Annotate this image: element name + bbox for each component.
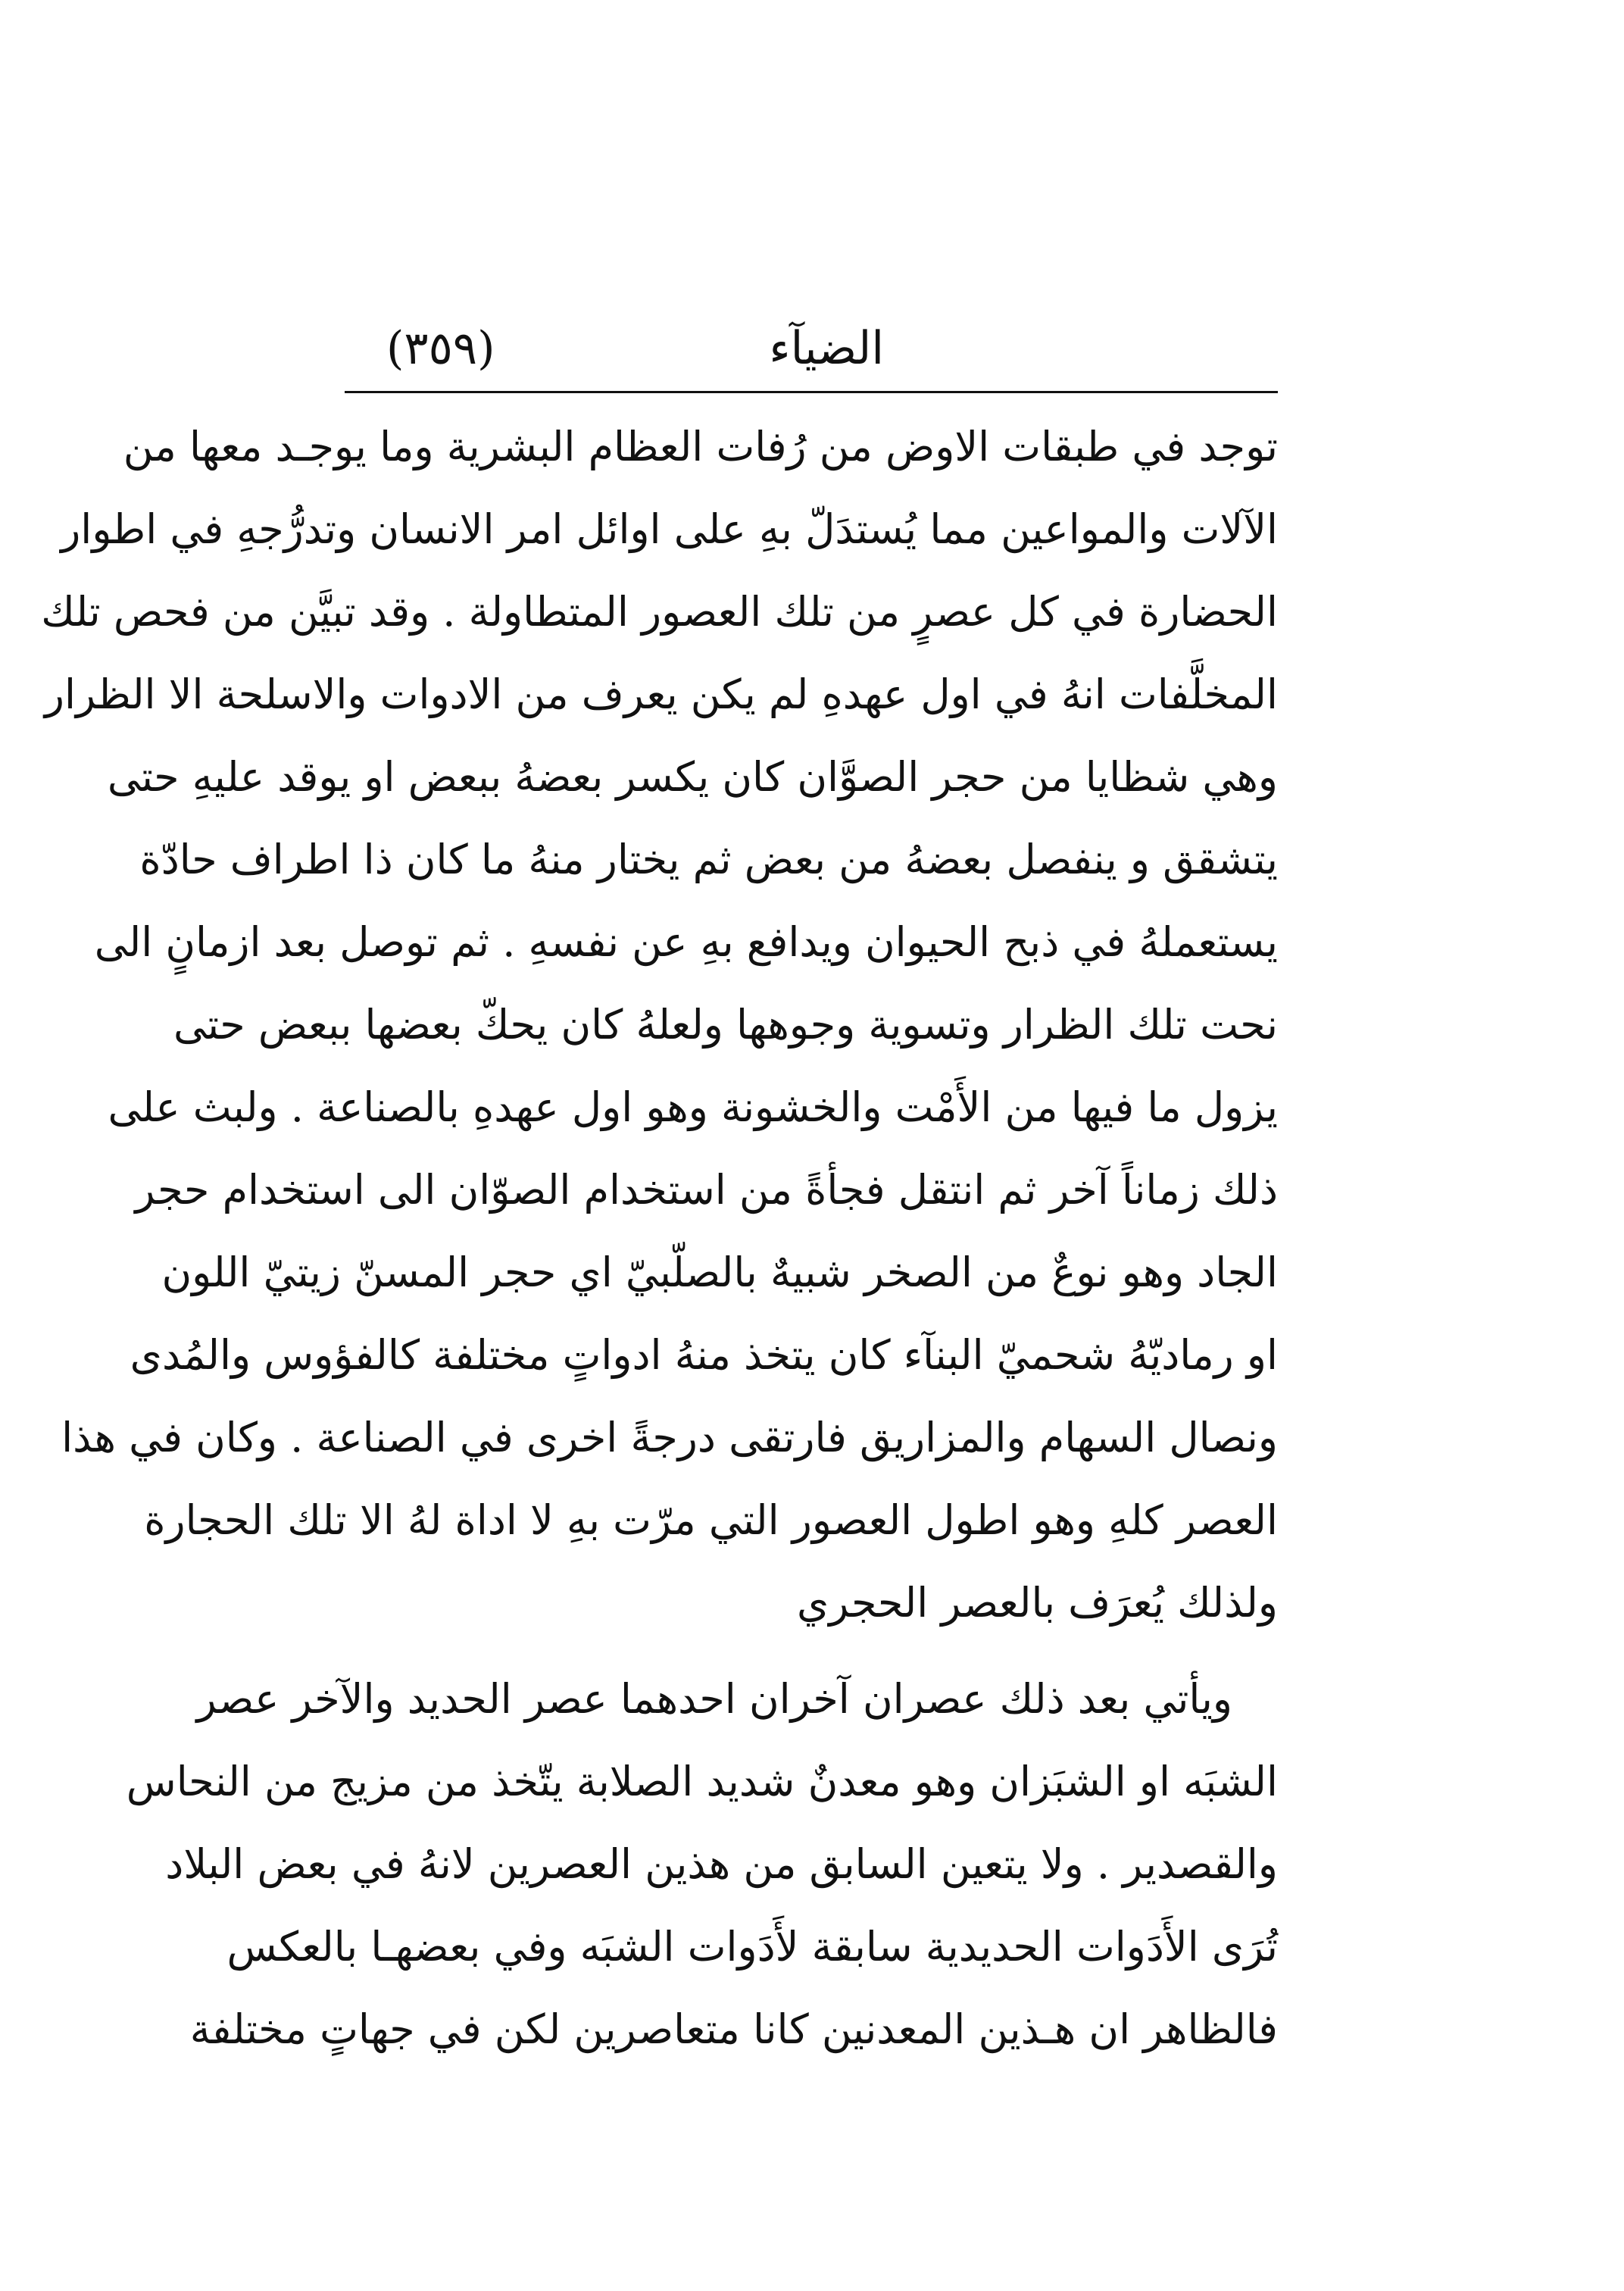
page-header — [345, 311, 1278, 386]
body-text — [41, 405, 1278, 2071]
paragraph-2 — [126, 1658, 1278, 2071]
text-line: يتشقق و ينفصل بعضهُ من بعض ثم يختار منهُ ما كان ذا اطراف حادّة — [139, 836, 1278, 883]
text-line: العصر كلهِ وهو اطول العصور التي مرّت بهِ لا اداة لهُ الا تلك الحجارة — [144, 1496, 1278, 1544]
text-line: او رماديّهُ شحميّ البنآء كان يتخذ منهُ ادواتٍ مختلفة كالفؤوس والمُدى — [130, 1331, 1278, 1379]
text-line: فالظاهر ان هـذين المعدنين كانا متعاصرين لكن في جهاتٍ مختلفة — [189, 2005, 1278, 2053]
header-rule — [345, 391, 1278, 393]
text-line: يستعملهُ في ذبح الحيوان ويدافع بهِ عن نفسهِ . ثم توصل بعد ازمانٍ الى — [94, 918, 1278, 966]
text-line: يزول ما فيها من الأَمْت والخشونة وهو اول عهدهِ بالصناعة . ولبث على — [108, 1083, 1278, 1131]
text-line: ولذلك يُعرَف بالعصر الحجري — [796, 1579, 1278, 1627]
text-line: نحت تلك الظرار وتسوية وجوهها ولعلهُ كان يحكّ بعضها ببعض حتى — [173, 1001, 1278, 1049]
text-line: توجد في طبقات الاوض من رُفات العظام البشرية وما يوجـد معها من — [123, 423, 1278, 470]
running-title: الضيآء — [769, 322, 884, 375]
paragraph-1 — [41, 405, 1278, 1644]
text-line: الجاد وهو نوعٌ من الصخر شبيهٌ بالصلّبيّ اي حجر المسنّ زيتيّ اللون — [161, 1249, 1278, 1296]
paragraph-gap — [345, 1644, 1278, 1658]
text-line: ويأتي بعد ذلك عصران آخران احدهما عصر الحديد والآخر عصر — [196, 1675, 1232, 1723]
text-line: تُرَى الأَدَوات الحديدية سابقة لأَدَوات الشبَه وفي بعضهـا بالعكس — [226, 1923, 1278, 1971]
text-line: ذلك زماناً آخر ثم انتقل فجأةً من استخدام الصوّان الى استخدام حجر — [135, 1166, 1278, 1214]
text-line: والقصدير . ولا يتعين السابق من هذين العصرين لانهُ في بعض البلاد — [165, 1840, 1278, 1888]
text-line: الشبَه او الشبَزان وهو معدنٌ شديد الصلابة يتّخذ من مزيج من النحاس — [126, 1758, 1278, 1805]
text-line: ونصال السهام والمزاريق فارتقى درجةً اخرى في الصناعة . وكان في هذا — [61, 1414, 1278, 1461]
page-number: (٣٥٩) — [386, 322, 495, 375]
text-line: الحضارة في كل عصرٍ من تلك العصور المتطاولة . وقد تبيَّن من فحص تلك — [41, 588, 1278, 636]
text-line: المخلَّفات انهُ في اول عهدهِ لم يكن يعرف من الادوات والاسلحة الا الظرار — [44, 670, 1278, 718]
text-line: الآلات والمواعين مما يُستدَلّ بهِ على اوائل امر الانسان وتدرُّجهِ في اطوار — [61, 505, 1278, 553]
text-line: وهي شظايا من حجر الصوَّان كان يكسر بعضهُ ببعض او يوقد عليهِ حتى — [107, 753, 1278, 801]
